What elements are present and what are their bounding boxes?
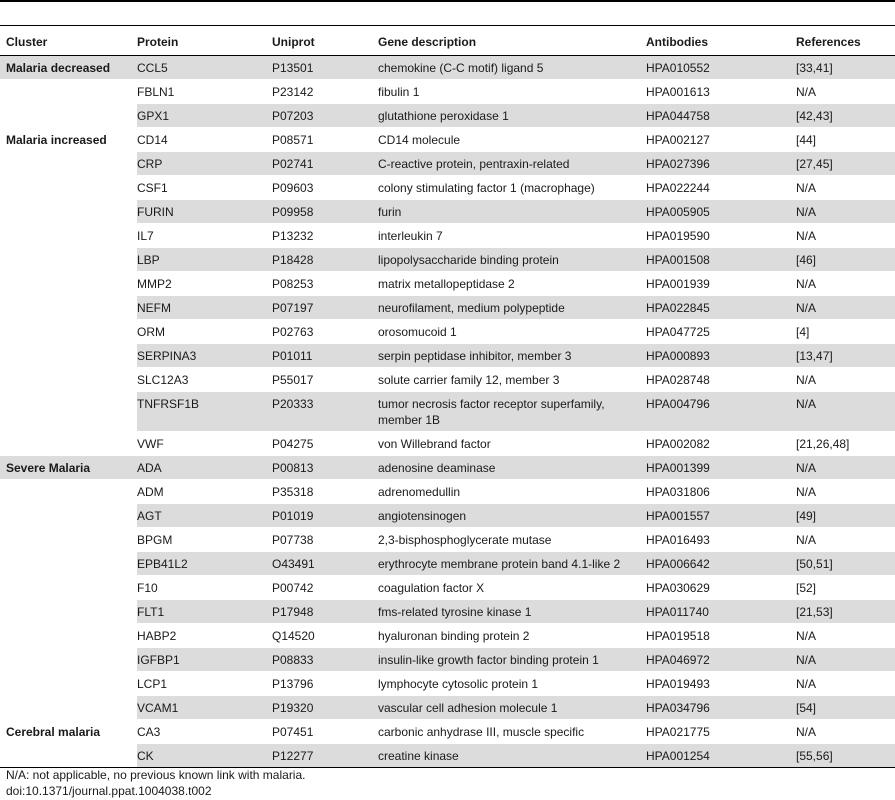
table-notes	[6, 767, 305, 799]
cell-gene-description: lipopolysaccharide binding protein	[378, 248, 646, 272]
cell-protein: IL7	[137, 229, 154, 243]
cell-uniprot: O43491	[272, 552, 378, 576]
cell-references: [55,56]	[796, 744, 895, 768]
cell-protein: VWF	[137, 437, 164, 451]
cell-cluster	[0, 176, 137, 200]
cell-protein: BPGM	[137, 533, 173, 547]
cell-antibody: HPA031806	[646, 485, 710, 499]
cell-uniprot: P07197	[272, 296, 378, 320]
cell-uniprot: P23142	[272, 85, 314, 99]
cell-cluster	[0, 320, 137, 344]
cell-uniprot: P02763	[272, 325, 314, 339]
cell-references: [49]	[796, 504, 895, 528]
cell-antibody: HPA027396	[646, 152, 796, 176]
cell-antibody: HPA000893	[646, 344, 796, 368]
cell-cluster	[0, 528, 137, 552]
header-protein: Protein	[137, 35, 179, 49]
cell-uniprot: P35318	[272, 485, 314, 499]
cell-references: N/A	[796, 85, 817, 99]
cell-cluster	[0, 200, 137, 224]
cell-gene-description: von Willebrand factor	[378, 437, 491, 451]
cell-references: [54]	[796, 696, 895, 720]
table-row	[0, 648, 895, 672]
table-row	[0, 672, 895, 696]
cell-protein: LBP	[137, 248, 272, 272]
cell-protein: ADA	[137, 456, 272, 480]
cell-uniprot: P19320	[272, 696, 378, 720]
table-row	[0, 720, 895, 744]
cell-uniprot: P55017	[272, 373, 314, 387]
cell-references: N/A	[796, 648, 895, 672]
cell-gene-description: colony stimulating factor 1 (macrophage)	[378, 181, 595, 195]
cell-gene-description: interleukin 7	[378, 229, 443, 243]
cell-antibody: HPA030629	[646, 581, 710, 595]
cell-uniprot: P08253	[272, 277, 314, 291]
header-uniprot: Uniprot	[272, 35, 315, 49]
cell-references: N/A	[796, 373, 817, 387]
table-row	[0, 296, 895, 320]
table-row	[0, 696, 895, 720]
table-row	[0, 344, 895, 368]
footnote: N/A: not applicable, no previous known link with malaria.	[6, 768, 306, 782]
cell-references: N/A	[796, 677, 817, 691]
cell-antibody: HPA002082	[646, 437, 710, 451]
cell-gene-description: fms-related tyrosine kinase 1	[378, 600, 646, 624]
cell-references: [50,51]	[796, 552, 895, 576]
cell-protein: CA3	[137, 725, 161, 739]
cell-gene-description: neurofilament, medium polypeptide	[378, 296, 646, 320]
table-row	[0, 456, 895, 480]
cell-uniprot: P17948	[272, 600, 378, 624]
cell-uniprot: P09958	[272, 200, 378, 224]
cell-antibody: HPA022244	[646, 181, 710, 195]
cell-references: [44]	[796, 133, 817, 147]
cell-antibody: HPA019590	[646, 229, 710, 243]
cell-protein: SLC12A3	[137, 373, 189, 387]
cell-cluster	[0, 80, 137, 104]
cell-gene-description: vascular cell adhesion molecule 1	[378, 696, 646, 720]
cell-cluster	[0, 224, 137, 248]
cell-cluster	[0, 672, 137, 696]
cell-references: N/A	[796, 392, 895, 432]
cell-protein: CCL5	[137, 56, 272, 80]
cell-gene-description: chemokine (C-C motif) ligand 5	[378, 56, 646, 80]
cell-gene-description: CD14 molecule	[378, 133, 461, 147]
cell-gene-description: furin	[378, 200, 646, 224]
cell-references: [27,45]	[796, 152, 895, 176]
cell-uniprot: P13796	[272, 677, 314, 691]
cell-references: N/A	[796, 181, 817, 195]
cell-uniprot: P12277	[272, 744, 378, 768]
header-cluster: Cluster	[6, 35, 48, 49]
cell-references: N/A	[796, 277, 817, 291]
cell-uniprot: P18428	[272, 248, 378, 272]
cell-cluster: Malaria increased	[6, 133, 107, 147]
cell-protein: IGFBP1	[137, 648, 272, 672]
cell-protein: CRP	[137, 152, 272, 176]
cell-uniprot: Q14520	[272, 629, 315, 643]
cell-cluster: Cerebral malaria	[6, 725, 101, 739]
table-row	[0, 480, 895, 504]
cell-antibody: HPA044758	[646, 104, 796, 128]
cell-cluster	[0, 552, 137, 576]
table-body	[0, 56, 895, 768]
table-row	[0, 248, 895, 272]
cell-references: N/A	[796, 229, 817, 243]
cell-cluster	[0, 576, 137, 600]
cell-uniprot: P07203	[272, 104, 378, 128]
cell-protein: ADM	[137, 485, 164, 499]
cell-uniprot: P08833	[272, 648, 378, 672]
cell-gene-description: matrix metallopeptidase 2	[378, 277, 515, 291]
cell-uniprot: P01019	[272, 504, 378, 528]
cell-antibody: HPA001613	[646, 85, 710, 99]
cell-protein: MMP2	[137, 277, 172, 291]
cell-antibody: HPA047725	[646, 325, 710, 339]
cell-references: N/A	[796, 200, 895, 224]
cell-gene-description: angiotensinogen	[378, 504, 646, 528]
cell-protein: CSF1	[137, 181, 168, 195]
cell-cluster	[0, 624, 137, 648]
cell-antibody: HPA022845	[646, 296, 796, 320]
cell-cluster	[0, 152, 137, 176]
cell-uniprot: P04275	[272, 437, 314, 451]
cell-uniprot: P09603	[272, 181, 314, 195]
cell-cluster	[0, 248, 137, 272]
cell-uniprot: P13501	[272, 56, 378, 80]
cell-gene-description: adenosine deaminase	[378, 456, 646, 480]
cell-cluster	[0, 696, 137, 720]
cell-gene-description: erythrocyte membrane protein band 4.1-like 2	[378, 552, 646, 576]
table-row	[0, 200, 895, 224]
header-row	[0, 26, 895, 56]
cell-antibody: HPA004796	[646, 392, 796, 432]
table-row	[0, 224, 895, 248]
cell-references: N/A	[796, 629, 817, 643]
cell-uniprot: P07738	[272, 533, 314, 547]
cell-gene-description: 2,3-bisphosphoglycerate mutase	[378, 533, 552, 547]
cell-antibody: HPA001939	[646, 277, 710, 291]
cell-antibody: HPA001508	[646, 248, 796, 272]
cell-protein: EPB41L2	[137, 552, 272, 576]
table-row	[0, 392, 895, 432]
table-row	[0, 552, 895, 576]
cell-antibody: HPA034796	[646, 696, 796, 720]
cell-protein: SERPINA3	[137, 344, 272, 368]
cell-gene-description: tumor necrosis factor receptor superfamily, member 1B	[378, 392, 646, 432]
cell-antibody: HPA002127	[646, 133, 710, 147]
cell-cluster	[0, 600, 137, 624]
table-row	[0, 80, 895, 104]
cell-gene-description: solute carrier family 12, member 3	[378, 373, 560, 387]
cell-uniprot: P13232	[272, 229, 314, 243]
cell-gene-description: coagulation factor X	[378, 581, 485, 595]
cell-uniprot: P01011	[272, 344, 378, 368]
cell-antibody: HPA046972	[646, 648, 796, 672]
cell-references: [33,41]	[796, 56, 895, 80]
cell-cluster	[0, 432, 137, 456]
table-row	[0, 152, 895, 176]
cell-references: N/A	[796, 725, 817, 739]
table-row	[0, 624, 895, 648]
cell-protein: FBLN1	[137, 85, 175, 99]
cell-antibody: HPA005905	[646, 200, 796, 224]
cell-cluster	[0, 368, 137, 392]
table-row	[0, 600, 895, 624]
cell-gene-description: adrenomedullin	[378, 485, 461, 499]
top-rule	[0, 0, 895, 2]
header-gene-description: Gene description	[378, 35, 477, 49]
cell-uniprot: P00742	[272, 581, 314, 595]
cell-protein: LCP1	[137, 677, 168, 691]
cell-protein: ORM	[137, 325, 165, 339]
cell-cluster	[0, 504, 137, 528]
cell-cluster	[0, 272, 137, 296]
cell-protein: CD14	[137, 133, 168, 147]
table-row	[0, 320, 895, 344]
cell-references: [21,26,48]	[796, 437, 850, 451]
cell-protein: TNFRSF1B	[137, 392, 272, 432]
cell-cluster	[0, 480, 137, 504]
cell-antibody: HPA010552	[646, 56, 796, 80]
cell-uniprot: P07451	[272, 725, 314, 739]
table-row	[0, 744, 895, 768]
cell-antibody: HPA011740	[646, 600, 796, 624]
table-row	[0, 128, 895, 152]
cell-gene-description: C-reactive protein, pentraxin-related	[378, 152, 646, 176]
cell-protein: F10	[137, 581, 158, 595]
table-row	[0, 368, 895, 392]
cell-protein: VCAM1	[137, 696, 272, 720]
cell-cluster	[0, 392, 137, 432]
cell-references: [46]	[796, 248, 895, 272]
cell-antibody: HPA019518	[646, 629, 710, 643]
cell-gene-description: hyaluronan binding protein 2	[378, 629, 530, 643]
cell-antibody: HPA021775	[646, 725, 710, 739]
table-row	[0, 176, 895, 200]
table-row	[0, 56, 895, 80]
cell-gene-description: carbonic anhydrase III, muscle specific	[378, 725, 585, 739]
cell-gene-description: fibulin 1	[378, 85, 420, 99]
table-row	[0, 576, 895, 600]
cell-references: N/A	[796, 456, 895, 480]
header-antibodies: Antibodies	[646, 35, 708, 49]
cell-references: N/A	[796, 296, 895, 320]
cell-uniprot: P00813	[272, 456, 378, 480]
cell-cluster	[0, 296, 137, 320]
cell-cluster: Severe Malaria	[0, 456, 137, 480]
cell-protein: CK	[137, 744, 272, 768]
cell-antibody: HPA028748	[646, 373, 710, 387]
cell-antibody: HPA016493	[646, 533, 710, 547]
cell-protein: FLT1	[137, 600, 272, 624]
cell-protein: AGT	[137, 504, 272, 528]
cell-gene-description: glutathione peroxidase 1	[378, 104, 646, 128]
cell-antibody: HPA006642	[646, 552, 796, 576]
cell-references: N/A	[796, 533, 817, 547]
cell-antibody: HPA001399	[646, 456, 796, 480]
cell-cluster	[0, 104, 137, 128]
header-references: References	[796, 35, 861, 49]
table-row	[0, 432, 895, 456]
table-row	[0, 104, 895, 128]
cell-protein: FURIN	[137, 200, 272, 224]
cell-uniprot: P08571	[272, 133, 314, 147]
cell-references: [52]	[796, 581, 817, 595]
cell-gene-description: lymphocyte cytosolic protein 1	[378, 677, 539, 691]
cell-references: [21,53]	[796, 600, 895, 624]
cell-gene-description: orosomucoid 1	[378, 325, 457, 339]
cell-references: [13,47]	[796, 344, 895, 368]
cell-cluster	[0, 344, 137, 368]
cell-gene-description: creatine kinase	[378, 744, 646, 768]
table-row	[0, 504, 895, 528]
cell-references: [42,43]	[796, 104, 895, 128]
data-table	[0, 25, 895, 768]
cell-cluster: Malaria decreased	[0, 56, 137, 80]
cell-cluster	[0, 744, 137, 768]
cell-references: [4]	[796, 325, 810, 339]
cell-gene-description: insulin-like growth factor binding protein 1	[378, 648, 646, 672]
cell-antibody: HPA001254	[646, 744, 796, 768]
cell-uniprot: P20333	[272, 392, 378, 432]
cell-antibody: HPA019493	[646, 677, 710, 691]
cell-references: N/A	[796, 485, 817, 499]
table-row	[0, 272, 895, 296]
cell-protein: HABP2	[137, 629, 177, 643]
cell-antibody: HPA001557	[646, 504, 796, 528]
cell-cluster	[0, 648, 137, 672]
cell-uniprot: P02741	[272, 152, 378, 176]
cell-protein: NEFM	[137, 296, 272, 320]
table-row	[0, 528, 895, 552]
doi: doi:10.1371/journal.ppat.1004038.t002	[6, 784, 212, 798]
cell-protein: GPX1	[137, 104, 272, 128]
cell-gene-description: serpin peptidase inhibitor, member 3	[378, 344, 646, 368]
